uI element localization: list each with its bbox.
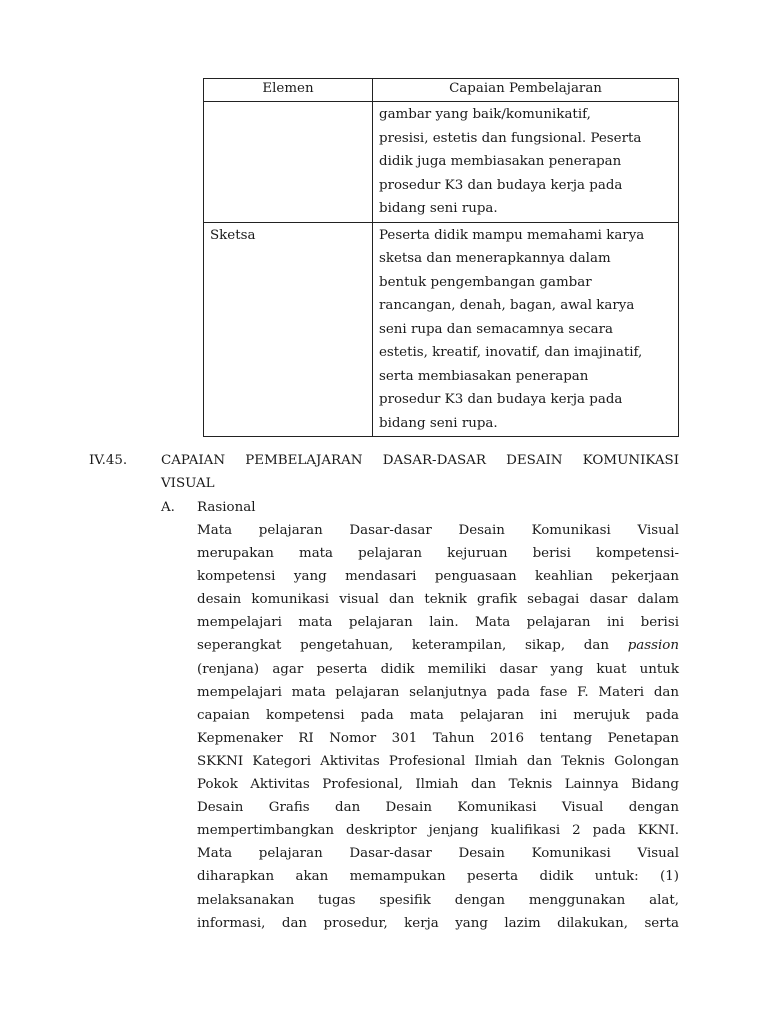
paragraph-line: Mata pelajaran Dasar-dasar Desain Komunikasi Visual [197,846,679,862]
paragraph-line: merupakan mata pelajaran kejuruan berisi kompetensi- [197,546,679,562]
subsection-letter: A. [161,500,175,515]
paragraph-line: mempelajari mata pelajaran selanjutnya pada fase F. Materi dan [197,684,679,700]
outcome-line: prosedur K3 dan budaya kerja pada [379,392,623,407]
outcome-line: bentuk pengembangan gambar [379,274,592,290]
paragraph-line: kompetensi yang mendasari penguasaan keahlian pekerjaan [197,569,679,585]
section-title-line: VISUAL [161,476,215,491]
outcome-line: bidang seni rupa. [379,201,498,216]
outcome-line: Peserta didik mampu memahami karya [379,227,645,243]
paragraph-line: Pokok Aktivitas Profesional, Ilmiah dan Teknis Lainnya Bidang [197,777,679,793]
element-label [210,104,366,128]
paragraph-line: capaian kompetensi pada mata pelajaran ini merujuk pada [197,707,679,723]
italic-term: passion [627,638,679,654]
outcome-line: estetis, kreatif, inovatif, dan imajinatif, [379,345,643,360]
table-row [204,102,679,223]
element-cell [204,222,373,437]
outcome-line: didik juga membiasakan penerapan [379,154,622,169]
outcome-line: bidang seni rupa. [379,415,498,431]
section-title-line: CAPAIAN PEMBELAJARAN DASAR-DASAR DESAIN KOMUNIKASI [161,453,679,468]
paragraph-line: Mata pelajaran Dasar-dasar Desain Komunikasi Visual [197,523,679,538]
learning-outcomes-table [203,78,679,437]
paragraph-line: seperangkat pengetahuan, keterampilan, sikap, dan passion [197,638,679,654]
section-number: IV.45. [89,453,128,468]
outcome-line: prosedur K3 dan budaya kerja pada [379,177,623,193]
paragraph-line: diharapkan akan memampukan peserta didik untuk: (1) [197,869,679,885]
rationale-paragraph [197,519,679,935]
table-row [204,222,679,437]
column-header-capaian: Capaian Pembelajaran [373,79,679,102]
paragraph-line: Desain Grafis dan Desain Komunikasi Visual dengan [197,800,679,816]
paragraph-line: SKKNI Kategori Aktivitas Profesional Ilmiah dan Teknis Golongan [197,753,679,769]
outcome-line: sketsa dan menerapkannya dalam [379,251,611,266]
outcome-cell [373,102,679,223]
subsection-title: Rasional [197,500,256,515]
outcome-line: gambar yang baik/komunikatif, [379,107,591,122]
outcome-cell [373,222,679,437]
paragraph-line: Kepmenaker RI Nomor 301 Tahun 2016 tentang Penetapan [197,730,679,746]
paragraph-line: melaksanakan tugas spesifik dengan menggunakan alat, [197,892,679,908]
element-label: Sketsa [210,227,256,243]
outcome-line: serta membiasakan penerapan [379,368,589,384]
outcome-line: rancangan, denah, bagan, awal karya [379,298,635,313]
paragraph-line: mempelajari mata pelajaran lain. Mata pelajaran ini berisi [197,615,679,631]
paragraph-line: desain komunikasi visual dan teknik grafik sebagai dasar dalam [197,592,679,608]
outcome-line: presisi, estetis dan fungsional. Peserta [379,130,642,146]
outcome-line: seni rupa dan semacamnya secara [379,321,613,337]
section-title [161,449,679,495]
column-header-elemen: Elemen [204,79,373,102]
paragraph-line: informasi, dan prosedur, kerja yang lazim dilakukan, serta [197,915,679,931]
paragraph-line: (renjana) agar peserta didik memiliki dasar yang kuat untuk [197,661,679,677]
paragraph-line: mempertimbangkan deskriptor jenjang kualifikasi 2 pada KKNI. [197,823,679,839]
element-cell [204,102,373,223]
